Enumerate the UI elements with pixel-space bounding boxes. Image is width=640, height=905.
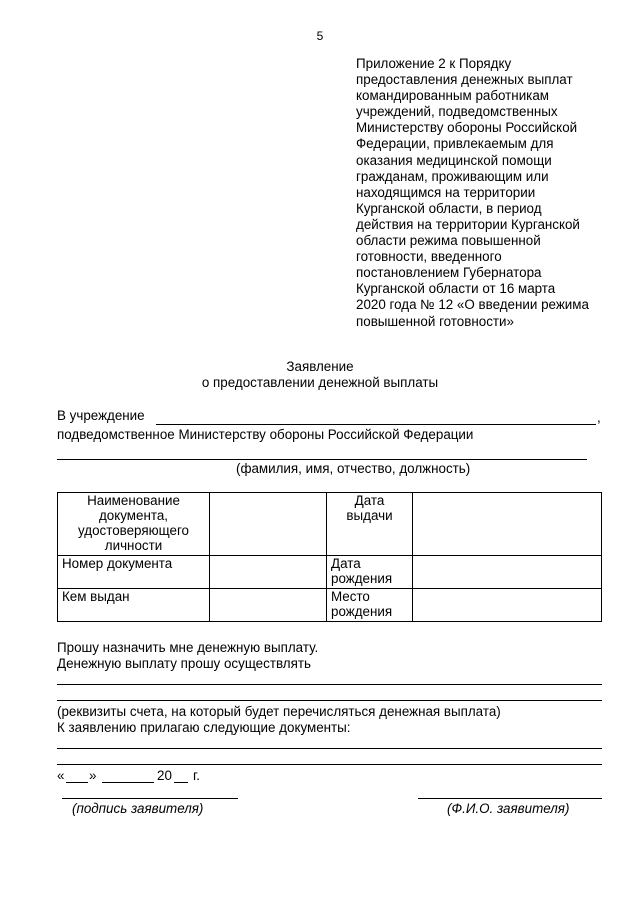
payment-method-line: Денежную выплату прошу осуществлять: [57, 656, 311, 671]
date-day-input[interactable]: [66, 782, 88, 783]
birth-date-value[interactable]: [413, 556, 602, 589]
birth-place-value[interactable]: [413, 589, 602, 622]
cell-line: рождения: [331, 604, 393, 619]
appendix-line: Федерации, привлекаемым для: [356, 136, 554, 152]
cell-line: Наименование: [87, 493, 180, 508]
page-number: 5: [316, 29, 324, 43]
institution-comma: ,: [597, 410, 601, 425]
appendix-line: 2020 года № 12 «О введении режима: [356, 297, 589, 313]
appendix-line: области режима повышенной: [356, 233, 541, 249]
appendix-line: действия на территории Курганской: [356, 216, 580, 232]
cell-line: выдачи: [346, 508, 393, 523]
cell-line: рождения: [331, 571, 393, 586]
appendix-line: постановлением Губернатора: [356, 265, 542, 281]
form-title: [0, 359, 640, 391]
identity-document-table: [57, 492, 602, 622]
cell-line: Место: [331, 589, 370, 604]
table-row: [58, 589, 602, 622]
date-year-suffix: г.: [193, 768, 200, 783]
birth-date-label: [327, 556, 413, 589]
cell-line: личности: [104, 538, 163, 553]
doc-number-label: Номер документа: [58, 556, 210, 589]
cell-line: удостоверяющего: [78, 523, 189, 538]
date-year-input[interactable]: [174, 782, 188, 783]
attachments-label: К заявлению прилагаю следующие документы:: [57, 720, 351, 735]
account-input-line[interactable]: [57, 684, 602, 685]
cell-line: Дата: [331, 556, 361, 571]
appendix-line: Курганской области от 16 марта: [356, 281, 556, 297]
table-row: [58, 493, 602, 556]
appendix-line: готовности, введенного: [356, 249, 502, 265]
applicant-fio-caption: (Ф.И.О. заявителя): [447, 801, 570, 816]
doc-name-value[interactable]: [210, 493, 327, 556]
institution-input-line[interactable]: [156, 424, 596, 425]
appendix-line: предоставления денежных выплат: [356, 72, 573, 88]
subtitle-line: о предоставлении денежной выплаты: [201, 375, 439, 390]
appendix-line: Министерству обороны Российской: [356, 120, 578, 136]
appendix-line: Приложение 2 к Порядку: [356, 56, 512, 71]
issued-by-value[interactable]: [210, 589, 327, 622]
applicant-fio-input-line[interactable]: [418, 798, 602, 799]
signature-caption: (подпись заявителя): [72, 801, 204, 816]
doc-name-label: [58, 493, 210, 556]
issue-date-value[interactable]: [413, 493, 602, 556]
appendix-line: оказания медицинской помощи: [356, 152, 552, 168]
issue-date-label: [327, 493, 413, 556]
appendix-line: учреждений, подведомственных: [356, 104, 558, 120]
appendix-line: гражданам, проживающим или: [356, 168, 549, 184]
appendix-line: Курганской области, в период: [356, 200, 542, 216]
table-row: [58, 556, 602, 589]
date-close-quote: »: [89, 768, 97, 783]
account-caption: (реквизиты счета, на который будет перечисляться денежная выплата): [57, 704, 501, 719]
cell-line: Дата: [354, 493, 385, 508]
appendix-header: [356, 56, 604, 330]
institution-label: В учреждение: [57, 408, 145, 423]
cell-line: документа,: [98, 508, 168, 523]
signature-input-line[interactable]: [62, 798, 238, 799]
attachments-input-line[interactable]: [57, 764, 602, 765]
attachments-input-line[interactable]: [57, 748, 602, 749]
request-line: Прошу назначить мне денежную выплату.: [57, 640, 319, 655]
date-month-input[interactable]: [102, 782, 154, 783]
date-open-quote: «: [57, 768, 65, 783]
appendix-line: повышенной готовности»: [356, 313, 514, 329]
applicant-name-input-line[interactable]: [57, 459, 587, 460]
account-input-line[interactable]: [57, 700, 602, 701]
appendix-line: командированным работникам: [356, 88, 549, 104]
date-year-prefix: 20: [157, 768, 172, 783]
birth-place-label: [327, 589, 413, 622]
title-line: Заявление: [286, 359, 354, 374]
applicant-name-caption: (фамилия, имя, отчество, должность): [236, 461, 471, 476]
doc-number-value[interactable]: [210, 556, 327, 589]
appendix-line: находящимся на территории: [356, 184, 536, 200]
subordinate-text: подведомственное Министерству обороны Российской Федерации: [57, 427, 474, 442]
issued-by-label: Кем выдан: [58, 589, 210, 622]
